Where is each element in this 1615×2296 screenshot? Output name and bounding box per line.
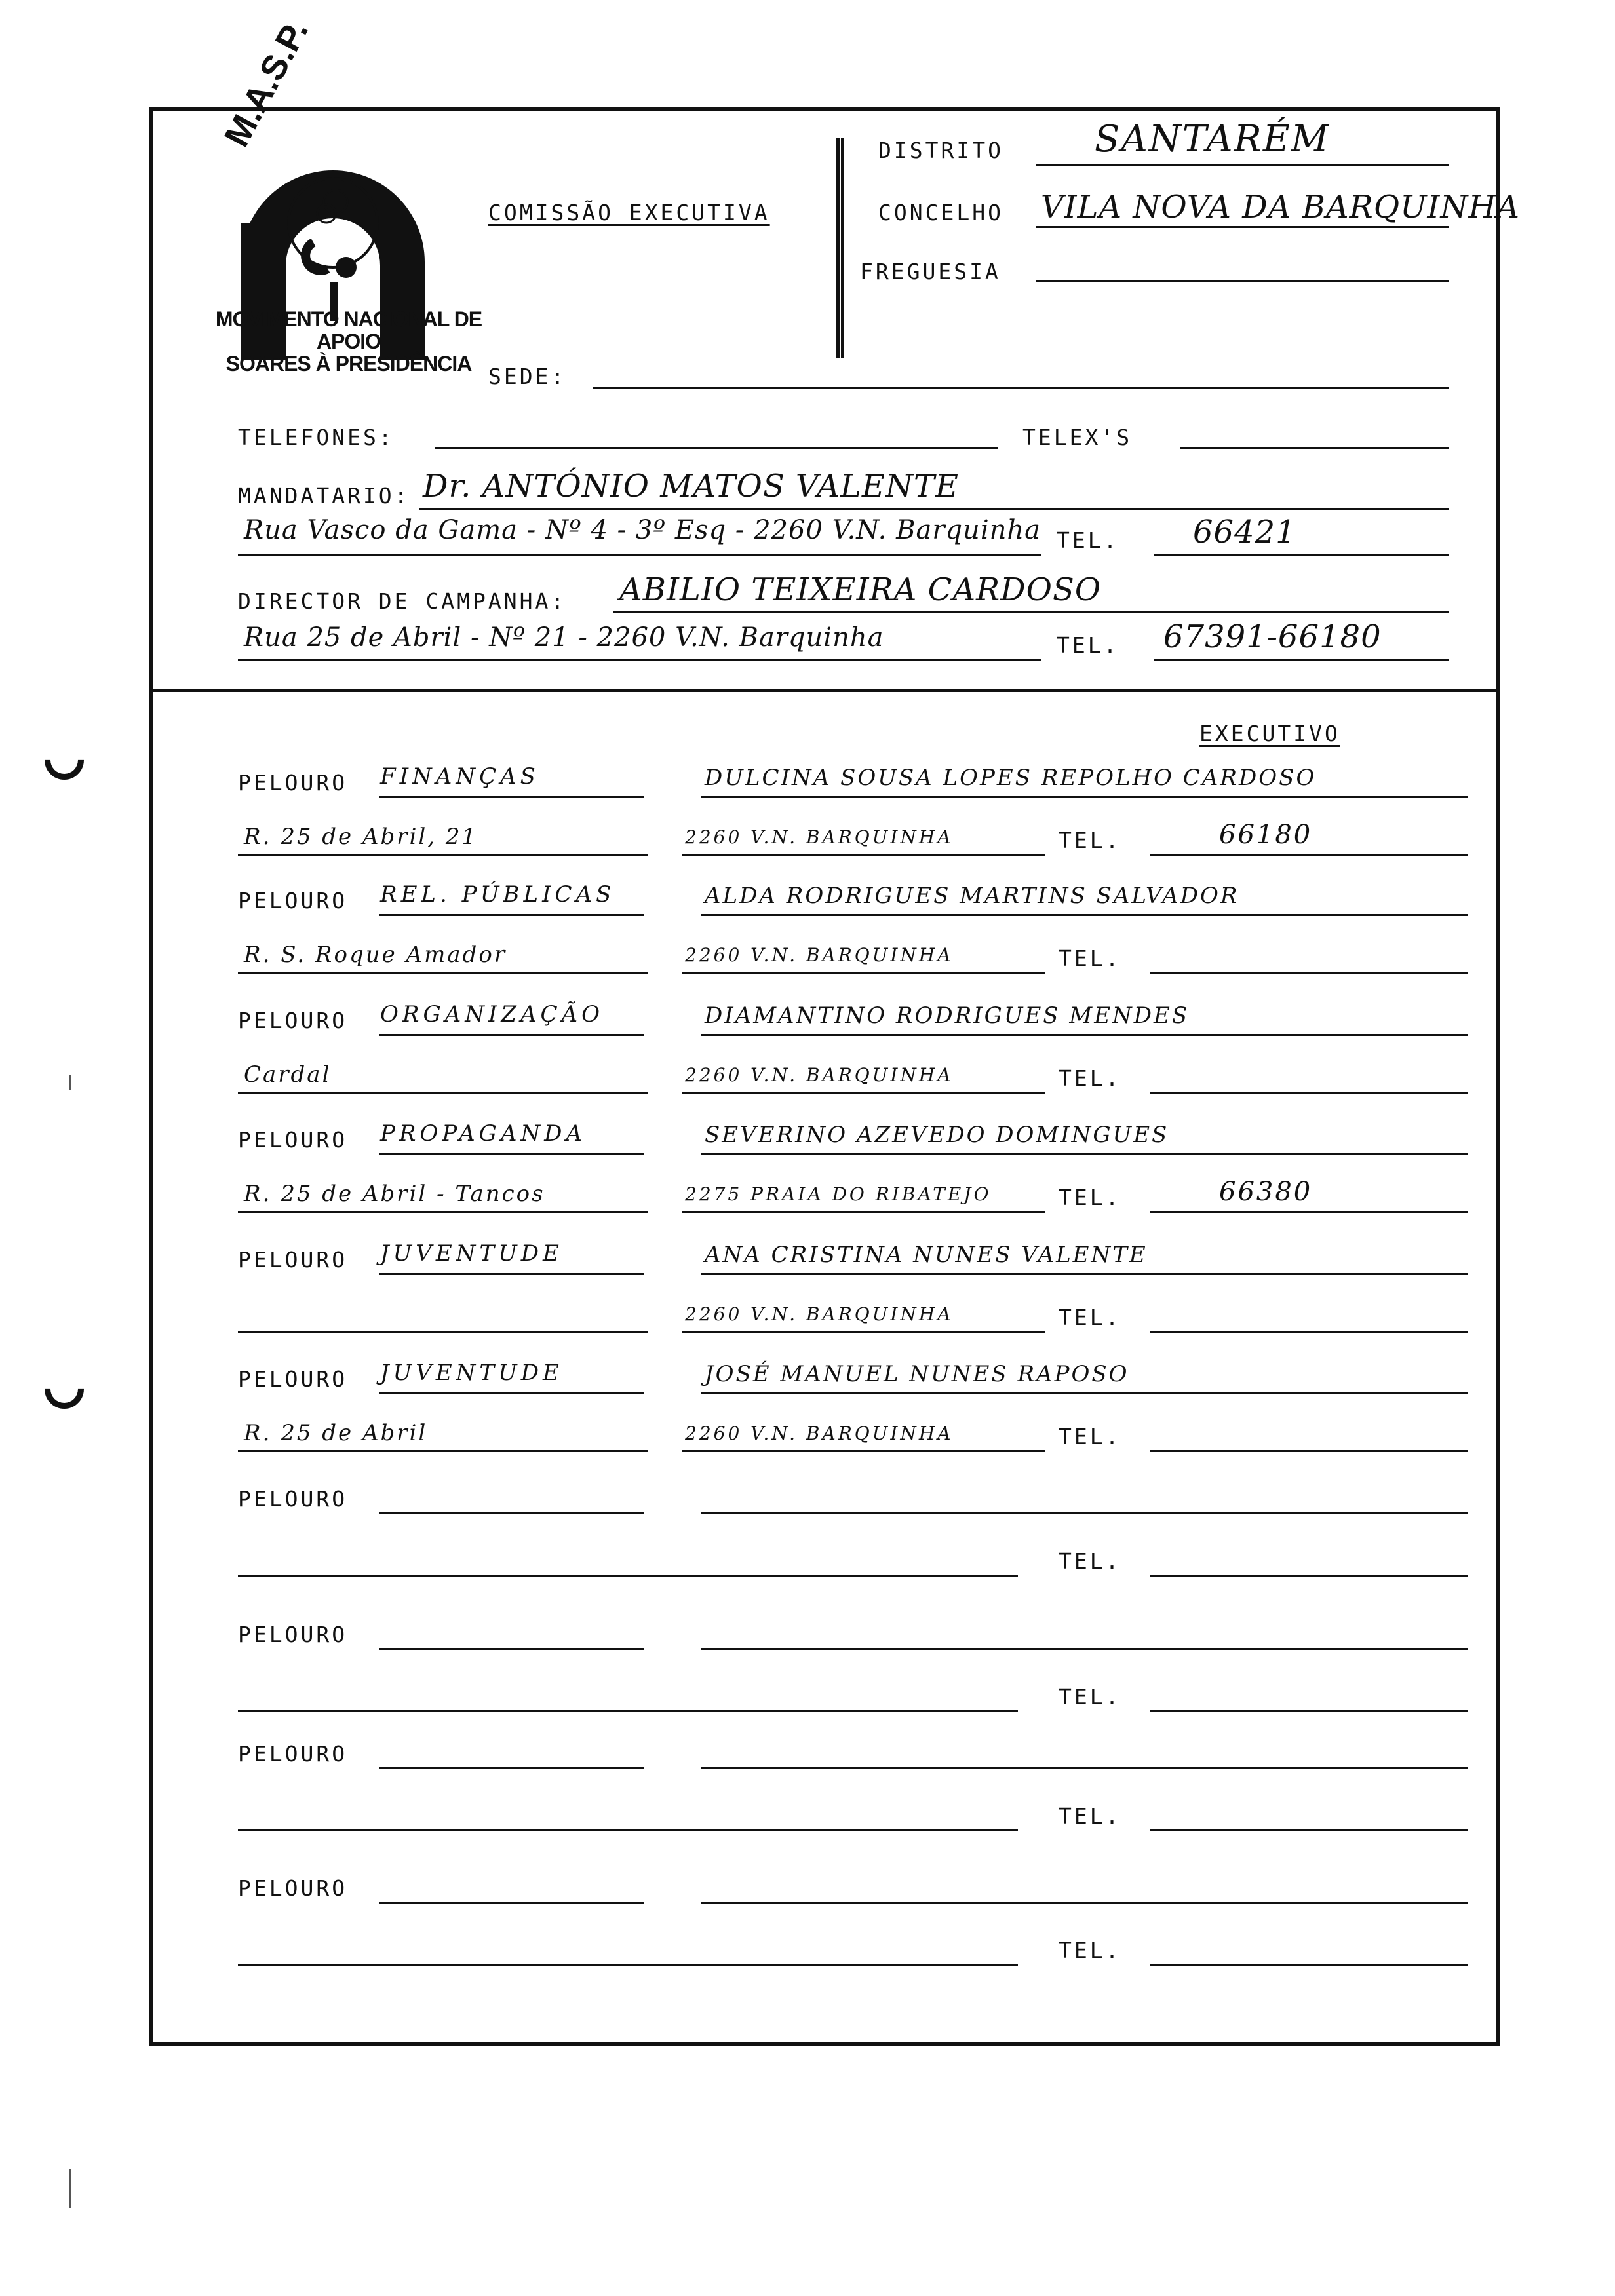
member-name: DULCINA SOUSA LOPES REPOLHO CARDOSO	[705, 765, 1317, 791]
director-address: Rua 25 de Abril - Nº 21 - 2260 V.N. Barquinha	[244, 622, 884, 653]
pelouro-label: PELOURO	[238, 888, 348, 913]
freguesia-label: FREGUESIA	[860, 259, 1001, 284]
committee-title: COMISSÃO EXECUTIVA	[488, 200, 770, 225]
member-tel-label: TEL.	[1059, 828, 1121, 853]
member-street-field[interactable]	[238, 1829, 1018, 1831]
member-street-field[interactable]	[238, 1092, 648, 1094]
pelouro-field[interactable]	[379, 1512, 644, 1514]
member-tel-label: TEL.	[1059, 1065, 1121, 1091]
member-street-field[interactable]	[238, 1450, 648, 1452]
member-city: 2260 V.N. BARQUINHA	[685, 826, 954, 848]
member-city-field[interactable]	[682, 972, 1045, 974]
member-name-field[interactable]	[701, 1512, 1468, 1514]
pelouro-label: PELOURO	[238, 1366, 348, 1392]
member-name-field[interactable]	[701, 914, 1468, 916]
pelouro-field[interactable]	[379, 1153, 644, 1155]
director-label: DIRECTOR DE CAMPANHA:	[238, 588, 567, 614]
director-tel-label: TEL.	[1057, 632, 1119, 658]
executivo-heading: EXECUTIVO	[1199, 721, 1340, 746]
header-column-divider	[836, 138, 844, 358]
concelho-label: CONCELHO	[878, 200, 1003, 225]
pelouro-field[interactable]	[379, 1648, 644, 1650]
member-city-field[interactable]	[682, 1450, 1045, 1452]
member-city: 2260 V.N. BARQUINHA	[685, 944, 954, 966]
member-city-field[interactable]	[682, 1092, 1045, 1094]
pelouro-label: PELOURO	[238, 1741, 348, 1767]
logo-org-line2: SOARES À PRESIDÊNCIA	[225, 352, 472, 375]
member-tel-label: TEL.	[1059, 1548, 1121, 1574]
member-tel-label: TEL.	[1059, 1185, 1121, 1210]
member-tel-field[interactable]	[1150, 854, 1468, 856]
member-name-field[interactable]	[701, 1767, 1468, 1769]
member-city-field[interactable]	[682, 854, 1045, 856]
member-name-field[interactable]	[701, 796, 1468, 798]
member-tel: 66180	[1219, 820, 1313, 850]
pelouro-field[interactable]	[379, 1034, 644, 1036]
pelouro-label: PELOURO	[238, 1622, 348, 1647]
pelouro-label: PELOURO	[238, 1486, 348, 1512]
member-tel-field[interactable]	[1150, 1964, 1468, 1966]
member-tel-field[interactable]	[1150, 1450, 1468, 1452]
pelouro-label: PELOURO	[238, 1127, 348, 1153]
member-name: ALDA RODRIGUES MARTINS SALVADOR	[705, 883, 1239, 909]
member-tel-field[interactable]	[1150, 1331, 1468, 1333]
telex-label: TELEX'S	[1022, 425, 1133, 450]
freguesia-field[interactable]	[1036, 280, 1449, 282]
member-tel-field[interactable]	[1150, 1575, 1468, 1577]
member-street-field[interactable]	[238, 1575, 1018, 1577]
mandatario-tel-label: TEL.	[1057, 527, 1119, 553]
director-tel-field[interactable]	[1154, 659, 1449, 661]
distrito-label: DISTRITO	[878, 138, 1003, 163]
pelouro-value: PROPAGANDA	[380, 1120, 586, 1147]
concelho-field[interactable]	[1036, 226, 1449, 228]
member-name: SEVERINO AZEVEDO DOMINGUES	[705, 1122, 1169, 1148]
member-tel-field[interactable]	[1150, 1092, 1468, 1094]
mandatario-tel-field[interactable]	[1154, 554, 1449, 556]
member-street: R. S. Roque Amador	[244, 942, 507, 968]
member-tel-field[interactable]	[1150, 1829, 1468, 1831]
member-street-field[interactable]	[238, 1710, 1018, 1712]
member-tel-field[interactable]	[1150, 1710, 1468, 1712]
pelouro-field[interactable]	[379, 1273, 644, 1275]
pelouro-field[interactable]	[379, 914, 644, 916]
member-street: R. 25 de Abril - Tancos	[244, 1181, 545, 1207]
pelouro-field[interactable]	[379, 1392, 644, 1394]
member-tel-field[interactable]	[1150, 1211, 1468, 1213]
mandatario-address: Rua Vasco da Gama - Nº 4 - 3º Esq - 2260 V.N. Barquinha	[244, 515, 1041, 545]
pelouro-label: PELOURO	[238, 770, 348, 795]
member-street-field[interactable]	[238, 1211, 648, 1213]
pelouro-label: PELOURO	[238, 1008, 348, 1033]
member-street-field[interactable]	[238, 1331, 648, 1333]
distrito-field[interactable]	[1036, 164, 1449, 166]
pelouro-label: PELOURO	[238, 1875, 348, 1901]
member-tel-label: TEL.	[1059, 1938, 1121, 1963]
scan-mark	[69, 2169, 71, 2208]
pelouro-value: REL. PÚBLICAS	[380, 881, 615, 908]
mandatario-name-field[interactable]	[419, 508, 1449, 510]
member-tel-label: TEL.	[1059, 1684, 1121, 1710]
member-city: 2260 V.N. BARQUINHA	[685, 1064, 954, 1086]
member-street: Cardal	[244, 1062, 332, 1088]
logo-organization-name	[185, 308, 513, 375]
sede-field[interactable]	[593, 387, 1449, 389]
pelouro-field[interactable]	[379, 796, 644, 798]
concelho-value: VILA NOVA DA BARQUINHA	[1041, 189, 1521, 225]
member-tel-label: TEL.	[1059, 1424, 1121, 1449]
pelouro-field[interactable]	[379, 1767, 644, 1769]
pelouro-value: JUVENTUDE	[380, 1360, 563, 1386]
member-street: R. 25 de Abril	[244, 1420, 428, 1446]
mandatario-name: Dr. ANTÓNIO MATOS VALENTE	[423, 468, 960, 505]
member-name-field[interactable]	[701, 1392, 1468, 1394]
director-tel: 67391-66180	[1163, 619, 1382, 655]
pelouro-value: FINANÇAS	[380, 763, 539, 790]
telefones-label: TELEFONES:	[238, 425, 395, 450]
logo-acronym: M.A.S.P.	[216, 13, 317, 153]
member-tel: 66380	[1219, 1177, 1313, 1207]
director-name: ABILIO TEIXEIRA CARDOSO	[619, 571, 1102, 608]
member-name: DIAMANTINO RODRIGUES MENDES	[705, 1003, 1190, 1029]
director-address-field[interactable]	[238, 659, 1041, 661]
binder-ring-bottom	[37, 1362, 92, 1417]
member-name-field[interactable]	[701, 1034, 1468, 1036]
member-street-field[interactable]	[238, 854, 648, 856]
member-name: JOSÉ MANUEL NUNES RAPOSO	[705, 1361, 1129, 1387]
distrito-value: SANTARÉM	[1095, 118, 1330, 161]
member-name: ANA CRISTINA NUNES VALENTE	[705, 1242, 1148, 1268]
member-city: 2275 PRAIA DO RIBATEJO	[685, 1183, 992, 1205]
pelouro-label: PELOURO	[238, 1247, 348, 1272]
member-name-field[interactable]	[701, 1902, 1468, 1904]
member-name-field[interactable]	[701, 1648, 1468, 1650]
member-tel-label: TEL.	[1059, 946, 1121, 971]
mandatario-address-field[interactable]	[238, 554, 1041, 556]
member-tel-label: TEL.	[1059, 1305, 1121, 1330]
mandatario-label: MANDATARIO:	[238, 483, 410, 508]
member-street-field[interactable]	[238, 1964, 1018, 1966]
member-city-field[interactable]	[682, 1211, 1045, 1213]
member-city: 2260 V.N. BARQUINHA	[685, 1423, 954, 1444]
scan-mark	[69, 1075, 71, 1090]
sede-label: SEDE:	[488, 364, 567, 389]
binder-ring-top	[37, 733, 92, 788]
member-tel-field[interactable]	[1150, 972, 1468, 974]
pelouro-field[interactable]	[379, 1902, 644, 1904]
director-name-field[interactable]	[613, 611, 1449, 613]
member-street: R. 25 de Abril, 21	[244, 824, 478, 850]
member-city: 2260 V.N. BARQUINHA	[685, 1303, 954, 1325]
pelouro-value: ORGANIZAÇÃO	[380, 1001, 604, 1027]
mandatario-tel: 66421	[1193, 514, 1296, 550]
member-name-field[interactable]	[701, 1273, 1468, 1275]
pelouro-value: JUVENTUDE	[380, 1240, 563, 1267]
member-name-field[interactable]	[701, 1153, 1468, 1155]
telex-field[interactable]	[1180, 447, 1449, 449]
member-tel-label: TEL.	[1059, 1803, 1121, 1829]
member-street-field[interactable]	[238, 972, 648, 974]
logo-org-line1: MOVIMENTO NACIONAL DE APOIO	[215, 307, 482, 353]
member-city-field[interactable]	[682, 1331, 1045, 1333]
section-divider	[153, 689, 1496, 692]
telefones-field[interactable]	[435, 447, 998, 449]
